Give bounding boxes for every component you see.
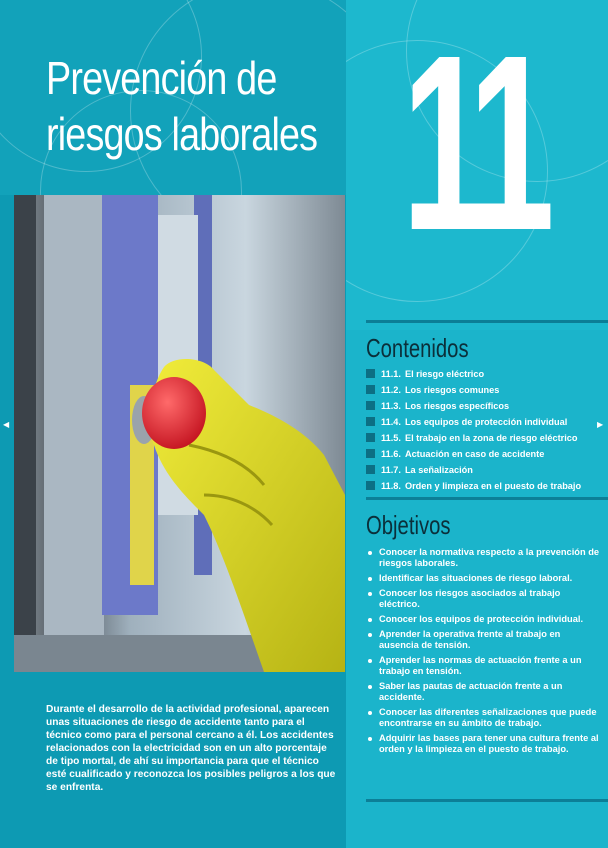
contents-item-number: 11.2. — [381, 385, 401, 395]
contents-item[interactable] — [366, 462, 602, 478]
contents-item[interactable] — [366, 414, 602, 430]
dot-bullet-icon — [368, 551, 372, 555]
cover-photo — [14, 195, 345, 672]
triangle-right-icon[interactable]: ▶ — [597, 420, 604, 429]
objective-item — [366, 588, 602, 610]
square-bullet-icon — [366, 401, 375, 410]
contents-item-label: Los riesgos específicos — [404, 401, 510, 411]
contents-item-number: 11.4. — [381, 417, 401, 427]
square-bullet-icon — [366, 449, 375, 458]
objectives-top-rule — [366, 497, 608, 500]
square-bullet-icon — [366, 417, 375, 426]
square-bullet-icon — [366, 369, 375, 378]
dot-bullet-icon — [368, 592, 372, 596]
chapter-title-line2: riesgos laborales — [46, 108, 318, 160]
contents-item-number: 11.6. — [381, 449, 401, 459]
objective-item — [366, 733, 602, 755]
contents-item-number: 11.1. — [381, 369, 401, 379]
chapter-number-band — [346, 0, 608, 330]
contents-item[interactable] — [366, 382, 602, 398]
chapter-number: 11 — [402, 3, 544, 282]
contents-item-label: El riesgo eléctrico — [404, 369, 485, 379]
contents-item-number: 11.7. — [381, 465, 401, 475]
square-bullet-icon — [366, 385, 375, 394]
contents-item-number: 11.8. — [381, 481, 401, 491]
objective-item — [366, 629, 602, 651]
square-bullet-icon — [366, 481, 375, 490]
chapter-title — [46, 50, 318, 162]
objective-item — [366, 707, 602, 729]
intro-paragraph: Durante el desarrollo de la actividad profesional, aparecen unas situaciones de riesgo de accidente tanto para el técnico como para el personal cercano a él. Los accidentes relacionados con la electricidad son en un alto porcentaje de tipo mortal, de ahí su importancia para que el técnico esté cualificado y reconozca los posibles peligros a los que se enfrenta. — [46, 704, 336, 793]
objectives-list — [366, 547, 602, 759]
dot-bullet-icon — [368, 737, 372, 741]
dot-bullet-icon — [368, 577, 372, 581]
contents-item[interactable] — [366, 446, 602, 462]
objective-text: Aprender las normas de actuación frente a un trabajo en tensión. — [379, 655, 582, 676]
objective-item — [366, 547, 602, 569]
objective-text: Identificar las situaciones de riesgo laboral. — [379, 573, 573, 583]
contents-item-label: Orden y limpieza en el puesto de trabajo — [404, 481, 582, 491]
dot-bullet-icon — [368, 633, 372, 637]
dot-bullet-icon — [368, 685, 372, 689]
objective-text: Conocer la normativa respecto a la prevención de riesgos laborales. — [379, 547, 600, 568]
objective-text: Conocer las diferentes señalizaciones que puede encontrarse en su ámbito de trabajo. — [379, 707, 597, 728]
contents-item[interactable] — [366, 478, 602, 494]
contents-top-rule — [366, 320, 608, 323]
contents-item-label: El trabajo en la zona de riesgo eléctrico — [404, 433, 578, 443]
contents-list — [366, 366, 602, 494]
contents-item[interactable] — [366, 366, 602, 382]
contents-item-label: Los equipos de protección individual — [404, 417, 568, 427]
objective-item — [366, 655, 602, 677]
chapter-title-line1: Prevención de — [46, 52, 277, 104]
contents-heading: Contenidos — [366, 333, 469, 363]
triangle-left-icon[interactable]: ◀ — [3, 420, 10, 429]
contents-item-number: 11.3. — [381, 401, 401, 411]
contents-item[interactable] — [366, 398, 602, 414]
dot-bullet-icon — [368, 618, 372, 622]
contents-item-label: La señalización — [404, 465, 473, 475]
title-band — [0, 0, 346, 195]
objective-item — [366, 681, 602, 703]
objective-text: Aprender la operativa frente al trabajo en ausencia de tensión. — [379, 629, 561, 650]
dot-bullet-icon — [368, 711, 372, 715]
contents-item-label: Los riesgos comunes — [404, 385, 500, 395]
contents-item[interactable] — [366, 430, 602, 446]
objective-text: Adquirir las bases para tener una cultura frente al orden y la limpieza en el puesto de trabajo. — [379, 733, 599, 754]
square-bullet-icon — [366, 465, 375, 474]
objectives-bottom-rule — [366, 799, 608, 802]
objective-text: Conocer los riesgos asociados al trabajo eléctrico. — [379, 588, 561, 609]
objective-text: Saber las pautas de actuación frente a un accidente. — [379, 681, 563, 702]
objectives-heading: Objetivos — [366, 510, 451, 540]
dot-bullet-icon — [368, 659, 372, 663]
contents-item-number: 11.5. — [381, 433, 401, 443]
glove-pressing-button-illustration — [14, 195, 345, 672]
contents-item-label: Actuación en caso de accidente — [404, 449, 545, 459]
objective-item — [366, 573, 602, 584]
objective-item — [366, 614, 602, 625]
objective-text: Conocer los equipos de protección individual. — [379, 614, 584, 624]
square-bullet-icon — [366, 433, 375, 442]
